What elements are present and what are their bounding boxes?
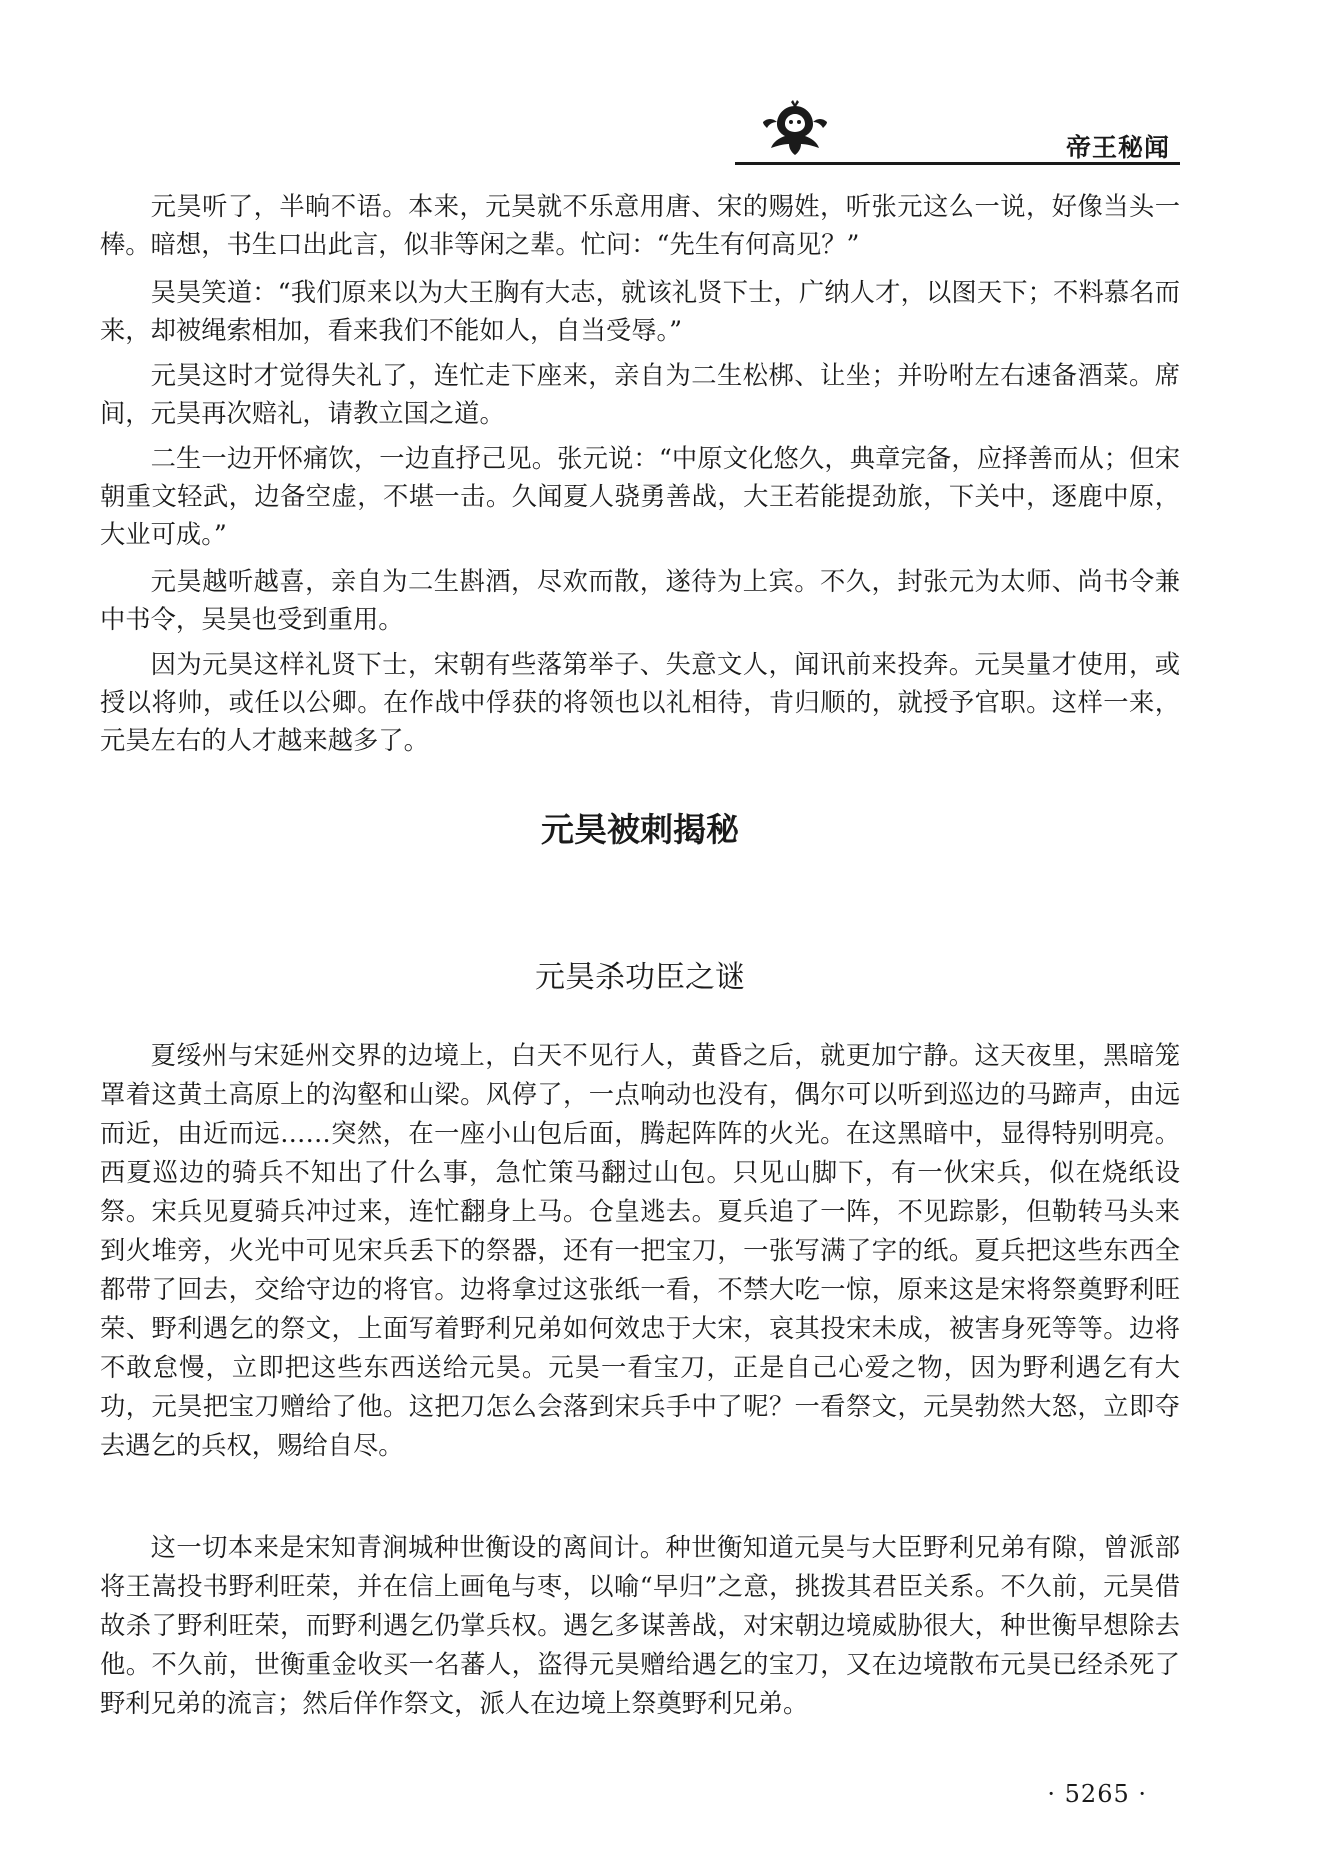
- section-title: 元昊被刺揭秘: [541, 810, 739, 849]
- header-rule: [735, 162, 1180, 165]
- paragraph: 吴昊笑道：“我们原来以为大王胸有大志，就该礼贤下士，广纳人才，以图天下；不料慕名而来，却被绳索相加，看来我们不能如人，自当受辱。”: [100, 278, 1180, 345]
- paragraph: 二生一边开怀痛饮，一边直抒己见。张元说：“中原文化悠久，典章完备，应择善而从；但宋朝重文轻武，边备空虚，不堪一击。久闻夏人骁勇善战，大王若能提劲旅，下关中，逐鹿中原，大业可成。”: [100, 444, 1180, 549]
- paragraph: 因为元昊这样礼贤下士，宋朝有些落第举子、失意文人，闻讯前来投奔。元昊量才使用，或授以将帅，或任以公卿。在作战中俘获的将领也以礼相待，肯归顺的，就授予官职。这样一来，元昊左右的人才越来越多了。: [100, 650, 1180, 755]
- paragraph: 这一切本来是宋知青涧城种世衡设的离间计。种世衡知道元昊与大臣野利兄弟有隙，曾派部将王嵩投书野利旺荣，并在信上画龟与枣，以喻“早归”之意，挑拨其君臣关系。不久前，元昊借故杀了野利旺荣，而野利遇乞仍掌兵权。遇乞多谋善战，对宋朝边境威胁很大，种世衡早想除去他。不久前，世衡重金收买一名蕃人，盗得元昊赠给遇乞的宝刀，又在边境散布元昊已经杀死了野利兄弟的流言；然后佯作祭文，派人在边境上祭奠野利兄弟。: [100, 1533, 1180, 1718]
- page-number: · 5265 ·: [1047, 1780, 1147, 1808]
- running-title: 帝王秘闻: [1065, 133, 1170, 162]
- paragraph: 元昊越听越喜，亲自为二生斟酒，尽欢而散，遂待为上宾。不久，封张元为太师、尚书令兼中书令，吴昊也受到重用。: [100, 567, 1180, 634]
- paragraph: 元昊这时才觉得失礼了，连忙走下座来，亲自为二生松梆、让坐；并吩咐左右速备酒菜。席间，元昊再次赔礼，请教立国之道。: [100, 361, 1180, 428]
- running-header: [735, 100, 1180, 160]
- subsection-title: 元昊杀功臣之谜: [535, 960, 745, 995]
- paragraph: 元昊听了，半晌不语。本来，元昊就不乐意用唐、宋的赐姓，听张元这么一说，好像当头一棒。暗想，书生口出此言，似非等闲之辈。忙问：“先生有何高见？”: [100, 192, 1180, 259]
- paragraph: 夏绥州与宋延州交界的边境上，白天不见行人，黄昏之后，就更加宁静。这天夜里，黑暗笼罩着这黄土高原上的沟壑和山梁。风停了，一点响动也没有，偶尔可以听到巡边的马蹄声，由远而近，由近而远……突然，在一座小山包后面，腾起阵阵的火光。在这黑暗中，显得特别明亮。西夏巡边的骑兵不知出了什么事，急忙策马翻过山包。只见山脚下，有一伙宋兵，似在烧纸设祭。宋兵见夏骑兵冲过来，连忙翻身上马。仓皇逃去。夏兵追了一阵，不见踪影，但勒转马头来到火堆旁，火光中可见宋兵丢下的祭器，还有一把宝刀，一张写满了字的纸。夏兵把这些东西全都带了回去，交给守边的将官。边将拿过这张纸一看，不禁大吃一惊，原来这是宋将祭奠野利旺荣、野利遇乞的祭文，上面写着野利兄弟如何效忠于大宋，哀其投宋未成，被害身死等等。边将不敢怠慢，立即把这些东西送给元昊。元昊一看宝刀，正是自己心爱之物，因为野利遇乞有大功，元昊把宝刀赠给了他。这把刀怎么会落到宋兵手中了呢？一看祭文，元昊勃然大怒，立即夺去遇乞的兵权，赐给自尽。: [100, 1041, 1180, 1460]
- dragon-emblem-icon: [755, 100, 835, 158]
